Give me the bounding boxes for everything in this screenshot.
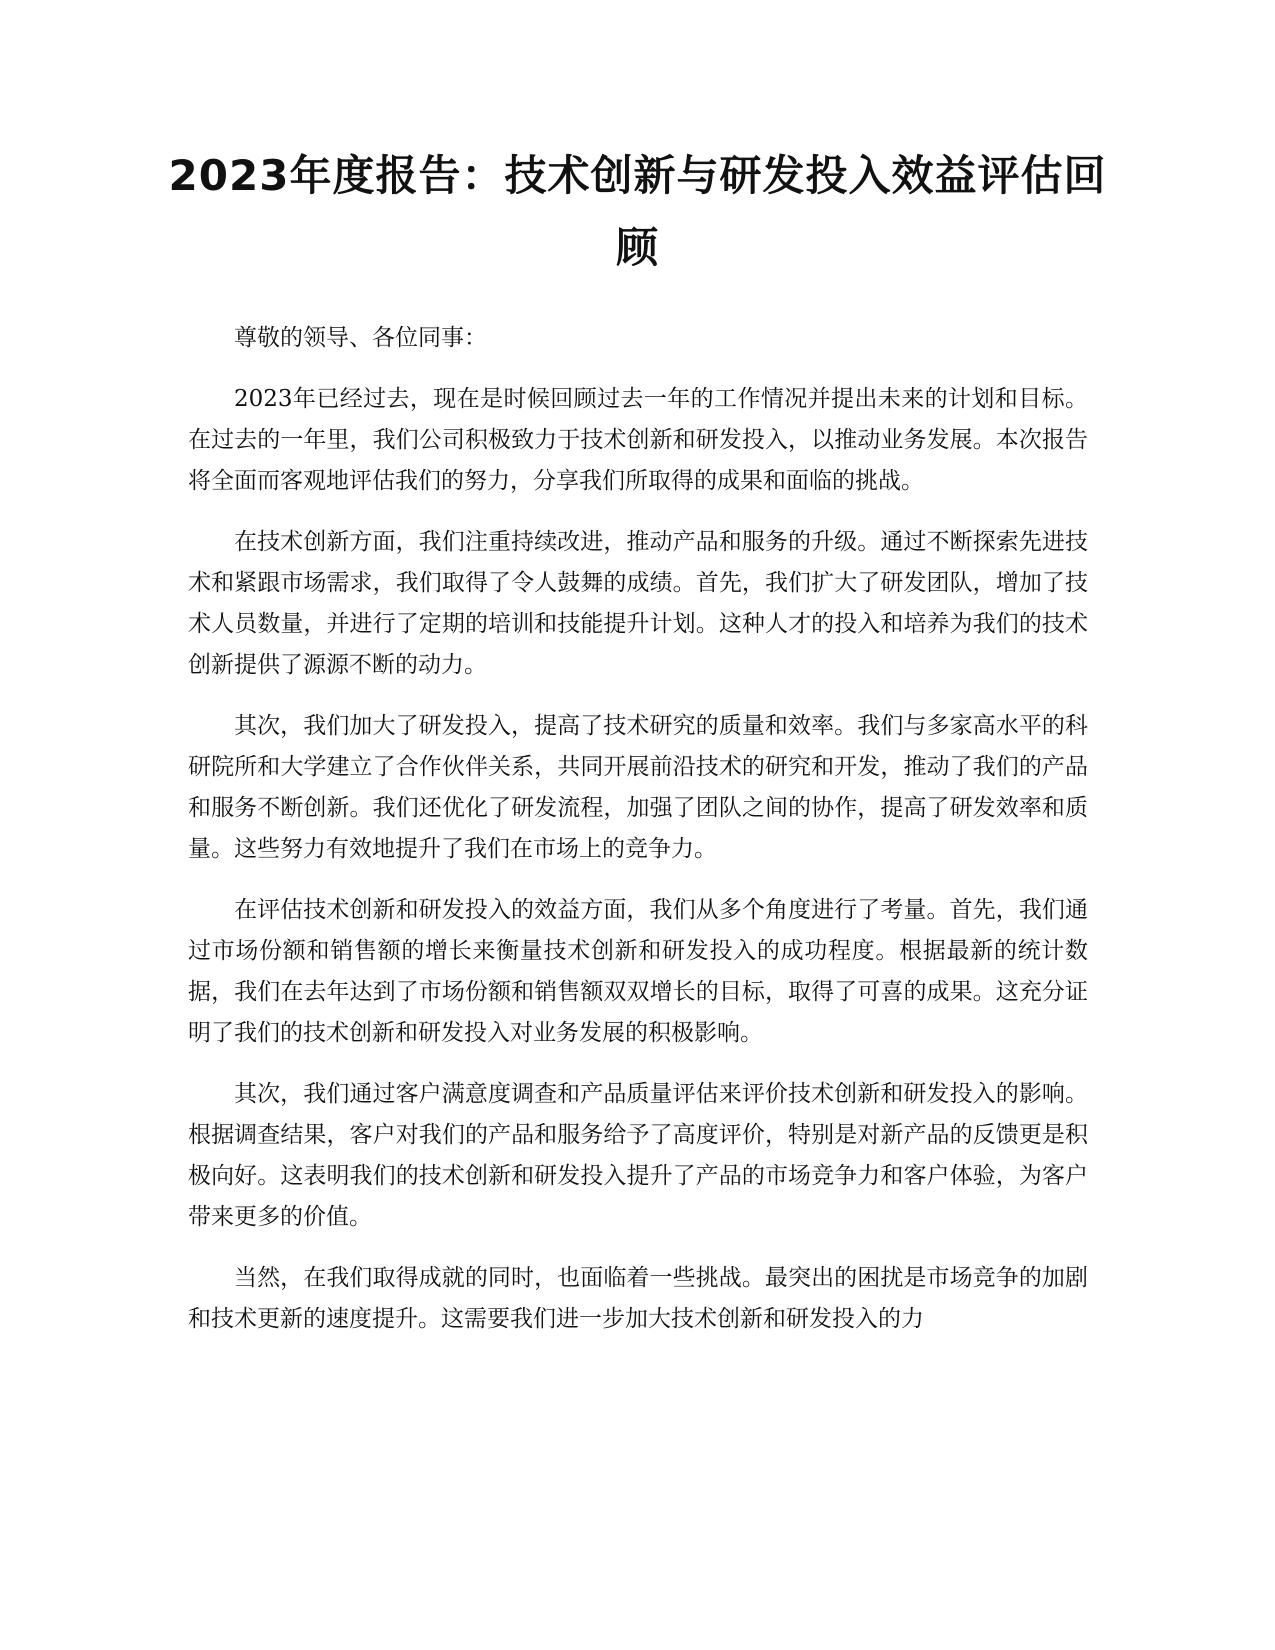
paragraph-challenges: 当然，在我们取得成就的同时，也面临着一些挑战。最突出的困扰是市场竞争的加剧和技术更新的速度提升。这需要我们进一步加大技术创新和研发投入的力: [188, 1265, 1088, 1332]
document-body: [188, 318, 1088, 1360]
paragraph-customer-satisfaction: 其次，我们通过客户满意度调查和产品质量评估来评价技术创新和研发投入的影响。根据调查结果，客户对我们的产品和服务给予了高度评价，特别是对新产品的反馈更是积极向好。这表明我们的技术创新和研发投入提升了产品的市场竞争力和客户体验，为客户带来更多的价值。: [188, 1081, 1088, 1230]
paragraph-rd-investment: 其次，我们加大了研发投入，提高了技术研究的质量和效率。我们与多家高水平的科研院所和大学建立了合作伙伴关系，共同开展前沿技术的研究和开发，推动了我们的产品和服务不断创新。我们还优化了研发流程，加强了团队之间的协作，提高了研发效率和质量。这些努力有效地提升了我们在市场上的竞争力。: [188, 713, 1088, 862]
paragraph-benefit-evaluation: 在评估技术创新和研发投入的效益方面，我们从多个角度进行了考量。首先，我们通过市场份额和销售额的增长来衡量技术创新和研发投入的成功程度。根据最新的统计数据，我们在去年达到了市场份额和销售额双双增长的目标，取得了可喜的成果。这充分证明了我们的技术创新和研发投入对业务发展的积极影响。: [188, 897, 1088, 1046]
paragraph-tech-innovation: 在技术创新方面，我们注重持续改进，推动产品和服务的升级。通过不断探索先进技术和紧跟市场需求，我们取得了令人鼓舞的成绩。首先，我们扩大了研发团队，增加了技术人员数量，并进行了定期的培训和技能提升计划。这种人才的投入和培养为我们的技术创新提供了源源不断的动力。: [188, 529, 1088, 678]
document-title: 2023年度报告：技术创新与研发投入效益评估回顾: [168, 151, 1107, 272]
greeting-paragraph: 尊敬的领导、各位同事：: [234, 325, 487, 351]
paragraph-intro: 2023年已经过去，现在是时候回顾过去一年的工作情况并提出未来的计划和目标。在过去的一年里，我们公司积极致力于技术创新和研发投入，以推动业务发展。本次报告将全面而客观地评估我们的努力，分享我们所取得的成果和面临的挑战。: [188, 386, 1088, 494]
